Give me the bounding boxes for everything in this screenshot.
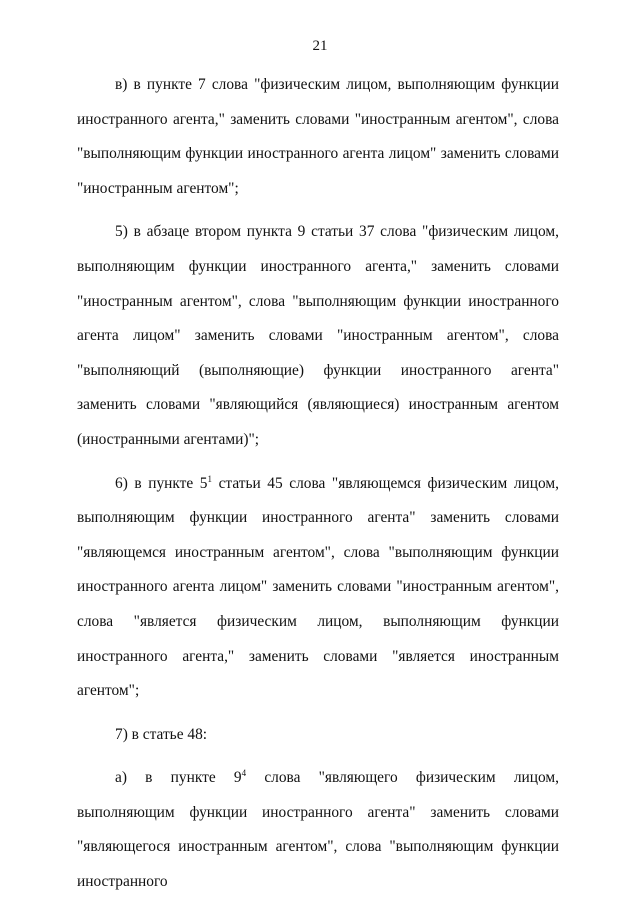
paragraph-item-a (77, 761, 559, 899)
superscript-index: 4 (241, 768, 247, 779)
paragraph-item-7: 7) в статье 48: (115, 725, 208, 743)
paragraph-item-5: 5) в абзаце втором пункта 9 статьи 37 слова "физическим лицом, выполняющим функции иностранного агента," заменить словами "иностранным агентом", слова "выполняющим функции иностранного агента лицом" заменить словами "иностранным агентом", слова "выполняющий (выполняющие) функции иностранного агента" заменить словами "являющийся (являющиеся) иностранным агентом (иностранными агентами)"; (77, 223, 559, 448)
page-number: 21 (312, 38, 328, 54)
paragraph-item-a-rest: слова "являющего физическим лицом, выполняющим функции иностранного агента" заменить словами "являющегося иностранным агентом", слова "выполняющим функции иностранного (77, 769, 559, 891)
superscript-index: 1 (207, 473, 212, 484)
paragraph-item-a-start: а) в пункте 9 (115, 769, 242, 787)
paragraph-item-6-rest: статьи 45 слова "являющемся физическим лицом, выполняющим функции иностранного агента" заменить словами "являющемся иностранным агентом", слова "выполняющим функции иностранного агента лицом" заменить словами "иностранным агентом", слова "является физическим лицом, выполняющим функции иностранного агента," заменить словами "является иностранным агентом"; (77, 474, 559, 700)
paragraph-item-6 (77, 467, 559, 709)
document-body (77, 68, 559, 900)
paragraph-item-v: в) в пункте 7 слова "физическим лицом, выполняющим функции иностранного агента," заменить словами "иностранным агентом", слова "выполняющим функции иностранного агента лицом" заменить словами "иностранным агентом"; (77, 76, 559, 197)
paragraph-item-6-start: 6) в пункте 5 (115, 474, 208, 492)
